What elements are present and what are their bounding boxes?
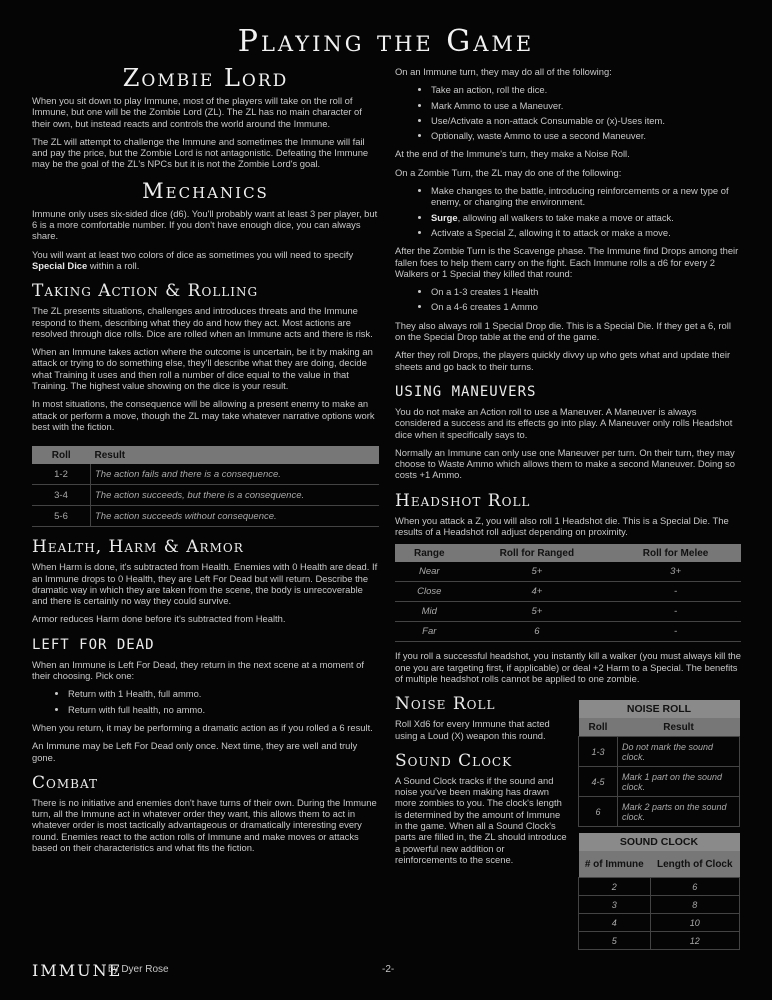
zombie-lord-p2: The ZL will attempt to challenge the Immune and sometimes the Immune will fail and pay the price, but the Zombie Lord is not antagonistic. Defeating the Immune may be the goal of the ZL's NPCs but it is not the Zombie Lord's goal. — [32, 135, 369, 170]
left-for-dead-heading: LEFT FOR DEAD — [32, 636, 155, 653]
immune-turn-list — [395, 84, 741, 141]
ranged-cell: 6 — [464, 622, 611, 642]
clock-length-cell: 6 — [650, 878, 739, 896]
clock-length-header: Length of Clock — [650, 851, 739, 878]
immune-logo: IMMUNE — [32, 961, 123, 980]
melee-cell: - — [610, 582, 741, 602]
list-item: • Take an action, roll the dice. — [431, 84, 741, 95]
mechanics-p2-end: within a roll. — [87, 259, 140, 271]
page-footer — [32, 961, 740, 981]
health-heading: Health, Harm & Armor — [32, 537, 244, 558]
sound-clock-p1: A Sound Clock tracks if the sound and noise you've been making has drawn more zombies to you. The clock's length is determined by the amount of Immune in the game. When all a Sound Clock's parts are filled in, the ZL should introduce a powerful new addition or reinforcements to the scene. — [395, 774, 567, 865]
drop-list — [395, 286, 741, 313]
zombie-turn-p3: On a Zombie Turn, the ZL may do one of the following: — [395, 166, 622, 178]
table-row — [579, 896, 740, 914]
special-drop-p5: They also always roll 1 Special Drop die. This is a Special Die. If they get a 6, roll on the Special Drop table at the end of the game. — [395, 319, 731, 343]
roll-result-table — [32, 446, 379, 527]
zombie-lord-p1: When you sit down to play Immune, most of the players will take on the roll of Immune, but one will be the Zombie Lord (ZL). The ZL has no main character of their own, but instead reacts and controls the world around the Immune. — [32, 95, 362, 129]
list-item: • On a 1-3 creates 1 Health — [431, 286, 741, 297]
special-dice-term: Special Dice — [32, 259, 88, 271]
taking-action-p2: When an Immune takes action where the outcome is uncertain, be it by making an attack or trying to do something else, they'll describe what they are doing, decide what Training it uses and then roll a number of dice equal to the value in that Training. The highest value showing on the dice is your result. — [32, 346, 373, 392]
taking-action-p1: The ZL presents situations, challenges and introduces threats and the Immune respond to them, describing what they do and how they act. Most actions are resolved through dice rolls. Dice are rolled when an Immune acts and there is risk. — [32, 305, 373, 339]
table-row — [32, 485, 379, 506]
sound-clock-caption: SOUND CLOCK — [579, 833, 740, 851]
table-row — [579, 797, 740, 827]
left-for-dead-p3: An Immune may be Left For Dead only once. Next time, they are well and truly gone. — [32, 740, 358, 763]
table-header-row — [579, 718, 740, 737]
ranged-cell: 4+ — [464, 582, 611, 602]
list-item: • On a 4-6 creates 1 Ammo — [431, 301, 741, 312]
melee-header: Roll for Melee — [610, 544, 741, 562]
left-column — [32, 60, 379, 860]
mechanics-heading: Mechanics — [142, 178, 269, 203]
table-row — [579, 914, 740, 932]
left-for-dead-list — [32, 688, 379, 715]
immune-count-cell: 4 — [579, 914, 651, 932]
clock-length-cell: 12 — [650, 932, 739, 950]
noise-roll-caption: NOISE ROLL — [579, 700, 740, 718]
health-p1: When Harm is done, it's subtracted from Health. Enemies with 0 Health are dead. If an Immune drops to 0 Health, they are Left For Dead but will return. Describe the dramatic way in which they are taken from the scene, the body is unrecoverable and there is certainly no way they could survive. — [32, 561, 378, 607]
taking-action-heading: Taking Action & Rolling — [32, 281, 259, 302]
table-row — [32, 464, 379, 485]
range-cell: Close — [395, 582, 464, 602]
immune-turn-p2: At the end of the Immune's turn, they make a Noise Roll. — [395, 148, 630, 160]
noise-p1: Roll Xd6 for every Immune that acted using a Loud (X) weapon this round. — [395, 718, 550, 741]
range-cell: Mid — [395, 602, 464, 622]
headshot-p1: When you attack a Z, you will also roll 1 Headshot die. This is a Special Die. The results of a Headshot roll adjust depending on proximity. — [395, 514, 729, 538]
table-caption-row — [579, 700, 740, 718]
result-cell: The action fails and there is a consequence. — [91, 464, 380, 485]
zombie-turn-list — [395, 185, 741, 238]
author-credit: by Dyer Rose — [108, 964, 169, 975]
immune-count-cell: 5 — [579, 932, 651, 950]
table-row — [579, 767, 740, 797]
melee-cell: - — [610, 602, 741, 622]
combat-p1: There is no initiative and enemies don't have turns of their own. During the Immune turn, all the Immune act in whatever order they want, this allows them to act in whatever order is most tactically advantageous or dramatically interesting every round. Enemies react to the action rolls of Immune and make moves or attacks based on their characteristics and what fits the fiction. — [32, 796, 377, 853]
mechanics-p2-text: You will want at least two colors of dice as sometimes you will need to specify — [32, 248, 354, 260]
maneuvers-p2: Normally an Immune can only use one Maneuver per turn. On their turn, they may choose to Waste Ammo which allows them to make a second Maneuver. Doing so costs +1 Ammo. — [395, 446, 735, 481]
surge-term: Surge — [431, 211, 458, 223]
table-header-row — [395, 544, 741, 562]
sound-clock-heading: Sound Clock — [395, 750, 513, 771]
headshot-p2: If you roll a successful headshot, you instantly kill a walker (you must always kill the one you are targeting first, if applicable) or deal +2 Harm to a Special. The benefits of multiple headshot rolls cannot be applied to one zombie. — [395, 650, 741, 684]
drops-p6: After they roll Drops, the players quickly divvy up who gets what and update their sheets and go back to their turns. — [395, 349, 731, 372]
immune-count-header: # of Immune — [579, 851, 651, 878]
result-cell: Mark 1 part on the sound clock. — [618, 767, 740, 797]
list-item: • Activate a Special Z, allowing it to attack or make a move. — [431, 227, 741, 238]
left-for-dead-p1: When an Immune is Left For Dead, they return in the next scene at a moment of their choosing. Pick one: — [32, 658, 364, 682]
table-row — [395, 582, 741, 602]
maneuvers-heading: USING MANEUVERS — [395, 383, 537, 400]
table-row — [32, 506, 379, 527]
range-header: Range — [395, 544, 464, 562]
combat-heading: Combat — [32, 772, 98, 793]
mechanics-p2 — [32, 249, 379, 272]
list-item: • Optionally, waste Ammo to use a second Maneuver. — [431, 130, 741, 141]
mechanics-p1: Immune only uses six-sided dice (d6). You'll probably want at least 3 per player, but 6 is a more comfortable number. If you don't have enough dice, you can always share. — [32, 207, 378, 242]
table-row — [579, 737, 740, 767]
result-cell: The action succeeds, but there is a consequence. — [91, 485, 380, 506]
result-cell: The action succeeds without consequence. — [91, 506, 380, 527]
immune-count-cell: 3 — [579, 896, 651, 914]
ranged-cell: 5+ — [464, 602, 611, 622]
noise-section — [395, 694, 567, 865]
range-cell: Near — [395, 562, 464, 582]
health-p2: Armor reduces Harm done before it's subtracted from Health. — [32, 613, 286, 625]
taking-action-p3: In most situations, the consequence will be allowing a present enemy to make an attack or perform a move, though the ZL may take whatever narrative options work best with the fiction. — [32, 398, 375, 432]
roll-cell: 5-6 — [32, 506, 91, 527]
melee-cell: 3+ — [610, 562, 741, 582]
immune-turn-p1: On an Immune turn, they may do all of the following: — [395, 66, 612, 77]
table-row — [395, 602, 741, 622]
roll-cell: 3-4 — [32, 485, 91, 506]
roll-header: Roll — [579, 718, 618, 737]
range-cell: Far — [395, 622, 464, 642]
table-row — [579, 878, 740, 896]
table-header-row — [579, 851, 740, 878]
list-item: • Return with full health, no ammo. — [68, 704, 379, 715]
table-header-row — [32, 446, 379, 464]
surge-text: , allowing all walkers to take make a move or attack. — [457, 211, 674, 223]
clock-length-cell: 10 — [650, 914, 739, 932]
sound-clock-table — [578, 833, 740, 950]
ranged-header: Roll for Ranged — [464, 544, 611, 562]
headshot-table — [395, 544, 741, 642]
result-header: Result — [618, 718, 740, 737]
melee-cell: - — [610, 622, 741, 642]
page-title: Playing the Game — [237, 24, 535, 59]
result-cell: Mark 2 parts on the sound clock. — [618, 797, 740, 827]
noise-roll-table — [578, 700, 740, 827]
ranged-cell: 5+ — [464, 562, 611, 582]
noise-heading: Noise Roll — [395, 694, 496, 715]
list-item: • Return with 1 Health, full ammo. — [68, 688, 379, 699]
table-row — [395, 562, 741, 582]
left-for-dead-p2: When you return, it may be performing a dramatic action as if you rolled a 6 result. — [32, 721, 373, 733]
result-cell: Do not mark the sound clock. — [618, 737, 740, 767]
roll-cell: 4-5 — [579, 767, 618, 797]
roll-cell: 1-3 — [579, 737, 618, 767]
clock-length-cell: 8 — [650, 896, 739, 914]
zombie-lord-heading: Zombie Lord — [122, 64, 289, 92]
table-row — [579, 932, 740, 950]
page-number: -2- — [382, 964, 395, 975]
list-item: • Make changes to the battle, introducing reinforcements or a new type of enemy, or changing the environment. — [431, 185, 741, 208]
table-row — [395, 622, 741, 642]
roll-cell: 1-2 — [32, 464, 91, 485]
headshot-heading: Headshot Roll — [395, 490, 531, 511]
scavenge-p4: After the Zombie Turn is the Scavenge phase. The Immune find Drops among their fallen foes to help them carry on the fight. Each Immune rolls a d6 for every 2 Walkers or 1 Special they killed that round: — [395, 245, 739, 279]
roll-cell: 6 — [579, 797, 618, 827]
roll-header: Roll — [32, 446, 91, 464]
table-caption-row — [579, 833, 740, 851]
immune-count-cell: 2 — [579, 878, 651, 896]
result-header: Result — [91, 446, 380, 464]
maneuvers-p1: You do not make an Action roll to use a Maneuver. A Maneuver is always considered a success and its effects go into play. A Maneuver only rolls Headshot dice when it specifically says to. — [395, 405, 733, 440]
list-item: • Use/Activate a non-attack Consumable or (x)-Uses item. — [431, 115, 741, 126]
list-item: • Mark Ammo to use a Maneuver. — [431, 100, 741, 111]
list-item — [431, 212, 741, 223]
